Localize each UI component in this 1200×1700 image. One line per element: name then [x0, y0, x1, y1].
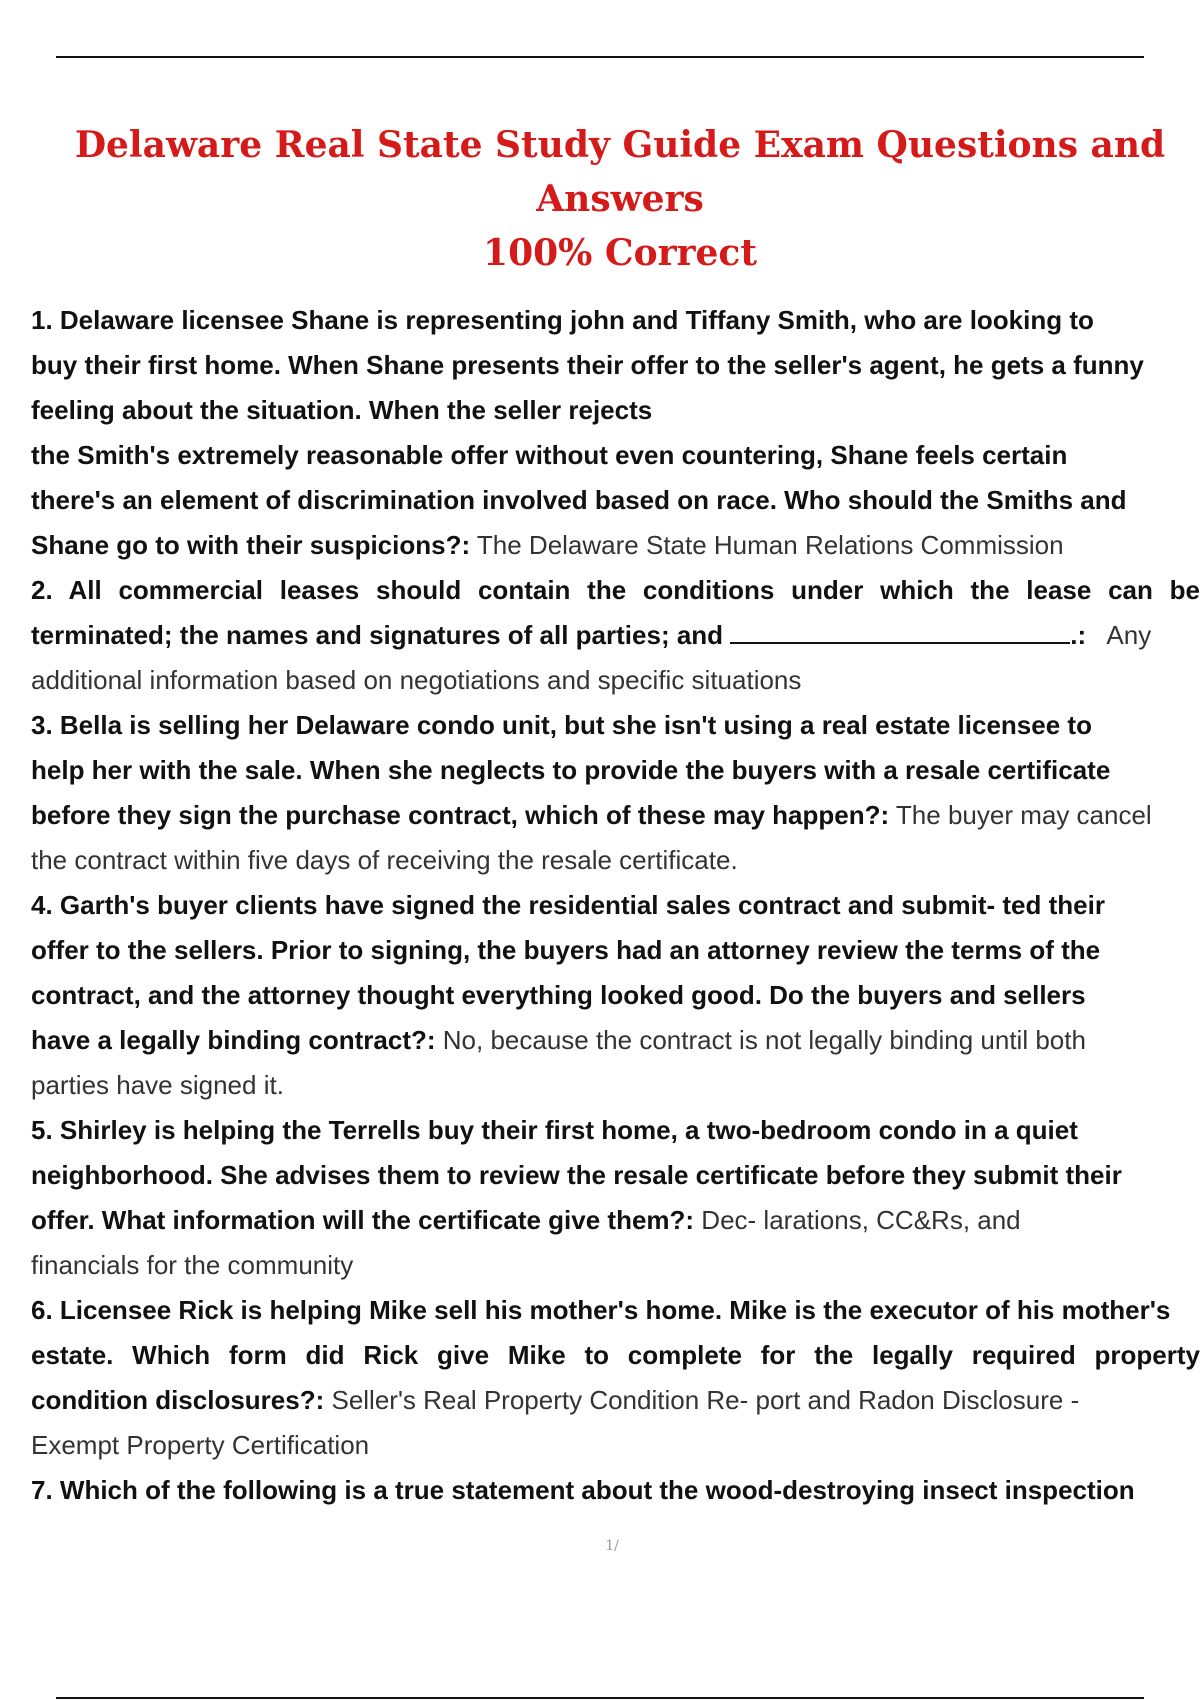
question-line: there's an element of discrimination involved based on race. Who should the Smiths and — [31, 485, 1127, 515]
answer-line: the contract within five days of receiving the resale certificate. — [31, 845, 738, 875]
blank-suffix: .: — [1070, 620, 1087, 650]
qa-list — [31, 298, 1200, 1513]
question-line: offer. What information will the certificate give them?: — [31, 1205, 695, 1235]
question-line: 5. Shirley is helping the Terrells buy their first home, a two-bedroom condo in a quiet — [31, 1115, 1078, 1145]
answer-text: The Delaware State Human Relations Commission — [470, 530, 1064, 560]
answer-line: financials for the community — [31, 1250, 354, 1280]
qa-item-4 — [31, 883, 1200, 1108]
fill-in-blank — [730, 620, 1070, 644]
question-line: contract, and the attorney thought everything looked good. Do the buyers and sellers — [31, 980, 1086, 1010]
question-line: offer to the sellers. Prior to signing, the buyers had an attorney review the terms of the — [31, 935, 1101, 965]
question-line: 6. Licensee Rick is helping Mike sell his mother's home. Mike is the executor of his mother's — [31, 1295, 1171, 1325]
question-line: feeling about the situation. When the seller rejects — [31, 395, 653, 425]
qa-item-1 — [31, 298, 1200, 568]
question-line: 4. Garth's buyer clients have signed the residential sales contract and submit- ted their — [31, 890, 1105, 920]
title-line-1: Delaware Real State Study Guide Exam Questions and Answers — [74, 124, 1166, 220]
qa-item-5 — [31, 1108, 1200, 1288]
question-line: buy their first home. When Shane presents their offer to the seller's agent, he gets a funny — [31, 350, 1144, 380]
answer-line: parties have signed it. — [31, 1070, 284, 1100]
top-rule — [56, 56, 1144, 58]
question-line: before they sign the purchase contract, which of these may happen?: — [31, 800, 890, 830]
document-title — [20, 118, 1200, 280]
question-line: the Smith's extremely reasonable offer without even countering, Shane feels certain — [31, 440, 1068, 470]
question-line: Shane go to with their suspicions?: — [31, 530, 471, 560]
answer-text: The buyer may cancel — [889, 800, 1152, 830]
qa-item-2 — [31, 568, 1200, 703]
answer-text: Dec- larations, CC&Rs, and — [694, 1205, 1021, 1235]
bottom-rule — [56, 1697, 1144, 1699]
title-line-2: 100% Correct — [483, 232, 757, 274]
question-line: estate. Which form did Rick give Mike to complete for the legally required property — [31, 1340, 1200, 1370]
question-line: 3. Bella is selling her Delaware condo unit, but she isn't using a real estate licensee to — [31, 710, 1092, 740]
answer-text: Any — [1100, 620, 1152, 650]
qa-item-3 — [31, 703, 1200, 883]
question-line: help her with the sale. When she neglects to provide the buyers with a resale certificate — [31, 755, 1111, 785]
page-number: 1/ — [605, 1538, 619, 1554]
question-line: terminated; the names and signatures of all parties; and — [31, 620, 724, 650]
question-line: have a legally binding contract?: — [31, 1025, 436, 1055]
question-line: 1. Delaware licensee Shane is representing john and Tiffany Smith, who are looking to — [31, 305, 1094, 335]
qa-item-7 — [31, 1468, 1200, 1513]
answer-text: No, because the contract is not legally binding until both — [435, 1025, 1086, 1055]
qa-item-6 — [31, 1288, 1200, 1468]
answer-line: Exempt Property Certification — [31, 1430, 370, 1460]
question-line: condition disclosures?: — [31, 1385, 325, 1415]
question-line: neighborhood. She advises them to review the resale certificate before they submit their — [31, 1160, 1122, 1190]
question-line: 7. Which of the following is a true statement about the wood-destroying insect inspection — [31, 1475, 1135, 1505]
question-line: 2. All commercial leases should contain the conditions under which the lease can be — [31, 575, 1200, 605]
answer-text: Seller's Real Property Condition Re- port and Radon Disclosure - — [324, 1385, 1080, 1415]
answer-line: additional information based on negotiations and specific situations — [31, 665, 802, 695]
